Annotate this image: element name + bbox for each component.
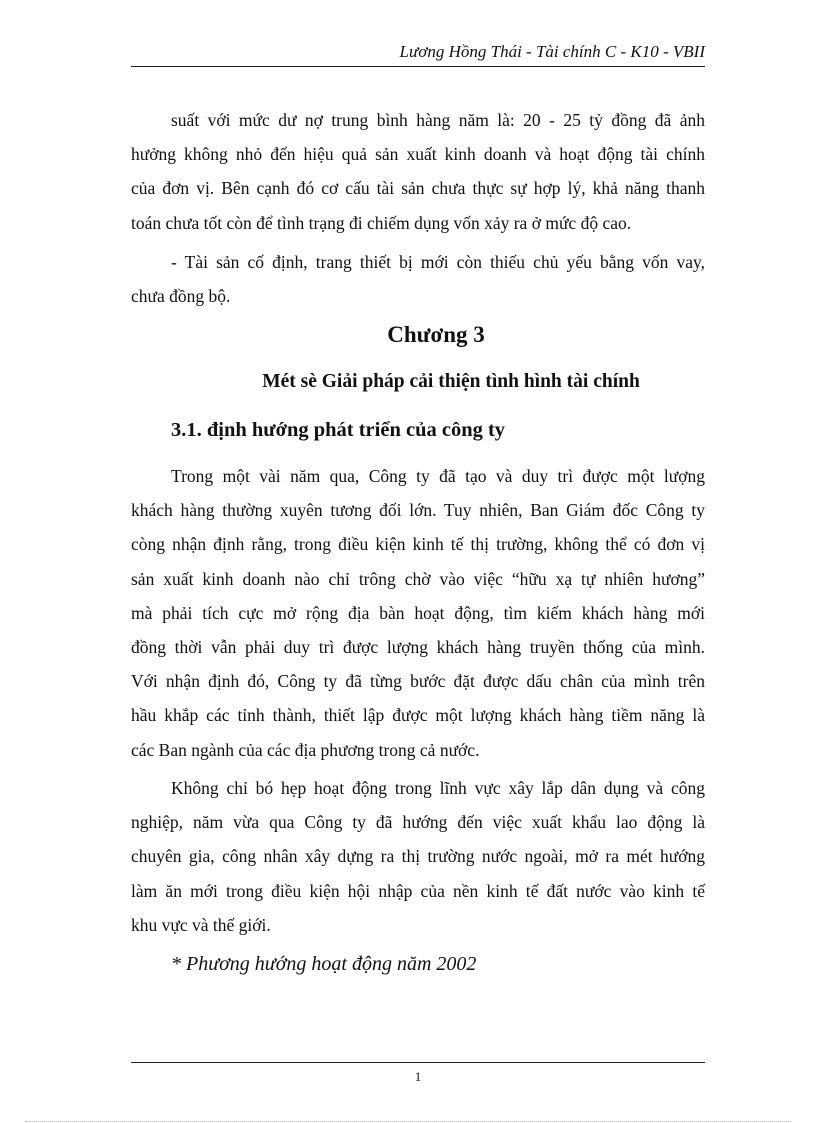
paragraph-line: khu vực và thế giới. [131,914,271,935]
body-paragraph-2 [131,771,705,942]
paragraph-line: suất với mức dư nợ trung bình hàng năm là: 20 - 25 tỷ đồng đã ảnh [171,110,705,130]
section-heading: 3.1. định hướng phát triển của công ty [171,419,506,441]
paragraph-line: làm ăn mới trong điều kiện hội nhập của nền kinh tế đất nước vào kinh tế [131,880,705,901]
paragraph-line: của đơn vị. Bên cạnh đó cơ cấu tài sản chưa thực sự hợp lý, khả năng thanh [131,178,705,199]
paragraph-line: toán chưa tốt còn để tình trạng đi chiếm dụng vốn xảy ra ở mức độ cao. [131,212,632,233]
page-bottom-edge [25,1121,791,1122]
paragraph-line: chưa đồng bộ. [131,286,231,307]
paragraph-line: chuyên gia, công nhân xây dựng ra thị trường nước ngoài, mở ra mét hướng [131,846,705,867]
paragraph-line: - Tài sản cố định, trang thiết bị mới còn thiếu chủ yếu bằng vốn vay, [171,252,705,272]
paragraph-line: đồng thời vẫn phải duy trì được lượng khách hàng truyền thống của mình. [131,637,705,658]
page-header: Lương Hồng Thái - Tài chính C - K10 - VBII [131,40,705,67]
intro-paragraph [131,103,705,240]
paragraph-line: còng nhận định rằng, trong điều kiện kinh tế thị trường, không thể có đơn vị [131,534,705,555]
bullet-paragraph [131,245,705,313]
footer-divider [131,1062,705,1063]
chapter-subtitle: Mét sè Giải pháp cải thiện tình hình tài chính [262,371,640,392]
paragraph-line: sản xuất kinh doanh nào chỉ trông chờ vào việc “hữu xạ tự nhiên hương” [131,568,705,589]
direction-heading: * Phương hướng hoạt động năm 2002 [171,953,477,975]
paragraph-line: Với nhận định đó, Công ty đã từng bước đặt được dấu chân của mình trên [131,671,705,692]
paragraph-line: mà phải tích cực mở rộng địa bàn hoạt động, tìm kiếm khách hàng mới [131,602,705,623]
page-number: 1 [414,1069,422,1084]
paragraph-line: Không chỉ bó hẹp hoạt động trong lĩnh vực xây lắp dân dụng và công [171,778,705,798]
paragraph-line: các Ban ngành của các địa phương trong cả nước. [131,739,480,760]
body-paragraph-1 [131,459,705,767]
chapter-title: Chương 3 [387,322,485,347]
paragraph-line: khách hàng thường xuyên tương đối lớn. Tuy nhiên, Ban Giám đốc Công ty [131,500,705,521]
paragraph-line: hưởng không nhỏ đến hiệu quả sản xuất kinh doanh và hoạt động tài chính [131,144,705,165]
paragraph-line: nghiệp, năm vừa qua Công ty đã hướng đến việc xuất khẩu lao động là [131,812,705,833]
paragraph-line: hầu khắp các tỉnh thành, thiết lập được một lượng khách hàng tiềm năng là [131,705,705,726]
paragraph-line: Trong một vài năm qua, Công ty đã tạo và duy trì được một lượng [171,466,705,486]
